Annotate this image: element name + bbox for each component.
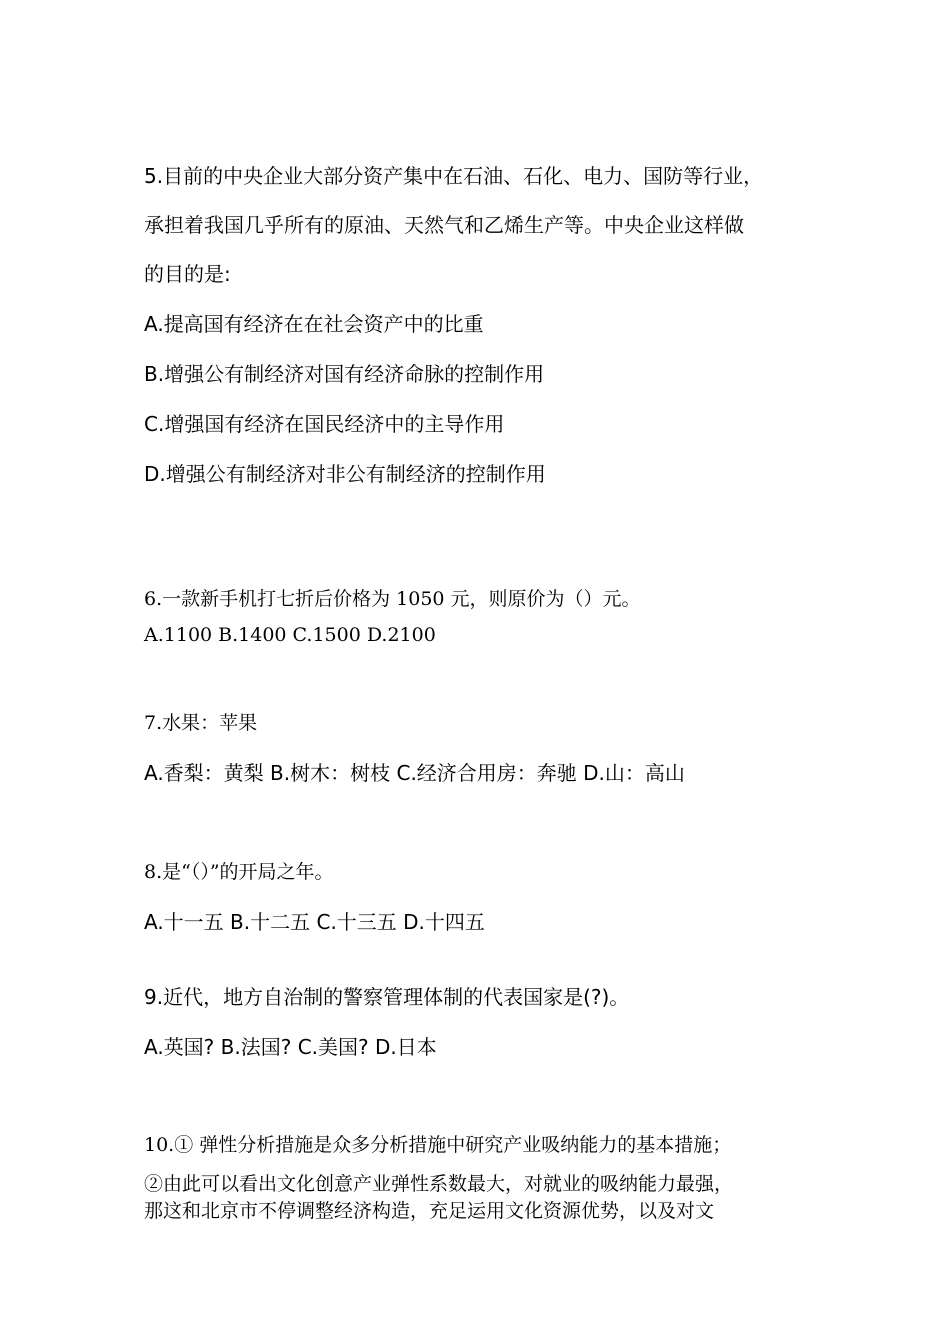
q8-stem: 8.是“（）”的开局之年。	[144, 861, 334, 883]
q6-stem: 6.一款新手机打七折后价格为 1050 元，则原价为（）元。	[144, 588, 641, 610]
q10-line-2: ②由此可以看出文化创意产业弹性系数最大，对就业的吸纳能力最强，	[144, 1173, 734, 1195]
q8-options: A.十一五 B.十二五 C.十三五 D.十四五	[144, 910, 485, 934]
q5-stem-line-3: 的目的是:	[144, 262, 231, 286]
q7-stem: 7.水果：苹果	[144, 712, 258, 734]
q5-option-b: B.增强公有制经济对国有经济命脉的控制作用	[144, 362, 545, 386]
q7-options: A.香梨：黄梨 B.树木：树枝 C.经济合用房：奔驰 D.山：高山	[144, 761, 685, 785]
q9-options: A.英国? B.法国? C.美国? D.日本	[144, 1035, 437, 1059]
q5-option-a: A.提高国有经济在在社会资产中的比重	[144, 312, 484, 336]
q5-stem-line-1: 5.目前的中央企业大部分资产集中在石油、石化、电力、国防等行业，	[144, 164, 764, 188]
q10-line-1: 10.① 弹性分析措施是众多分析措施中研究产业吸纳能力的基本措施；	[144, 1134, 732, 1156]
q5-option-d: D.增强公有制经济对非公有制经济的控制作用	[144, 462, 546, 486]
q10-line-3: 那这和北京市不停调整经济构造，充足运用文化资源优势，以及对文	[144, 1200, 715, 1222]
q5-option-c: C.增强国有经济在国民经济中的主导作用	[144, 412, 505, 436]
q6-options: A.1100 B.1400 C.1500 D.2100	[144, 624, 436, 646]
q5-stem-line-2: 承担着我国几乎所有的原油、天然气和乙烯生产等。中央企业这样做	[144, 213, 744, 237]
q9-stem: 9.近代，地方自治制的警察管理体制的代表国家是(?)。	[144, 985, 630, 1009]
